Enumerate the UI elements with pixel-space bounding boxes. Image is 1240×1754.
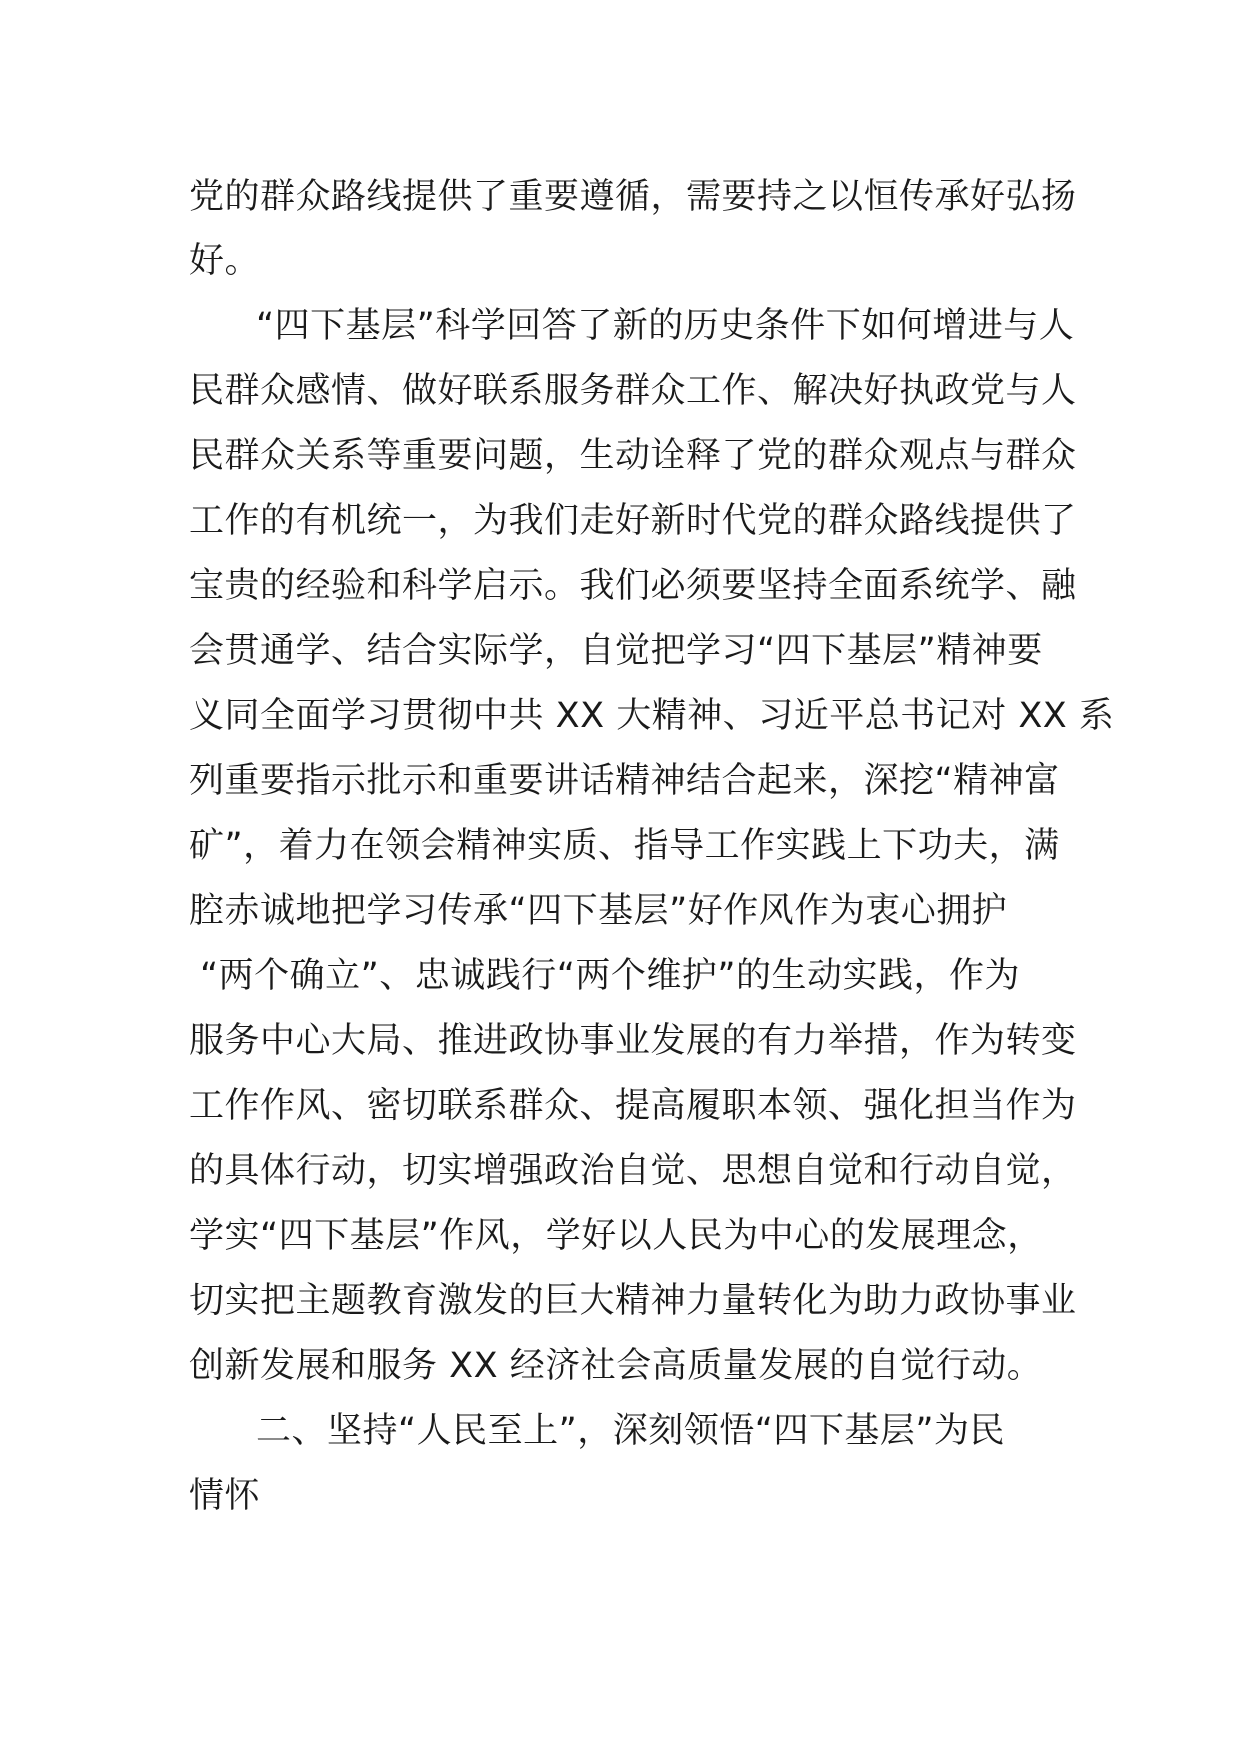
text-line: 会贯通学、结合实际学，自觉把学习“四下基层”精神要 bbox=[189, 631, 1043, 671]
text-line: 服务中心大局、推进政协事业发展的有力举措，作为转变 bbox=[189, 1021, 1077, 1061]
text-line: 党的群众路线提供了重要遵循，需要持之以恒传承好弘扬 bbox=[189, 177, 1077, 217]
section-heading-line: 情怀 bbox=[189, 1476, 261, 1516]
text-line: 的具体行动，切实增强政治自觉、思想自觉和行动自觉， bbox=[189, 1151, 1077, 1191]
text-line: 列重要指示批示和重要讲话精神结合起来，深挖“精神富 bbox=[189, 761, 1060, 801]
text-line: 宝贵的经验和科学启示。我们必须要坚持全面系统学、融 bbox=[189, 566, 1077, 606]
text-line: 学实“四下基层”作风，学好以人民为中心的发展理念， bbox=[189, 1216, 1043, 1256]
paragraph-start-line: “四下基层”科学回答了新的历史条件下如何增进与人 bbox=[256, 306, 1075, 346]
text-line: 矿”，着力在领会精神实质、指导工作实践上下功夫，满 bbox=[189, 826, 1060, 866]
text-line: 好。 bbox=[189, 241, 261, 281]
text-line: 工作作风、密切联系群众、提高履职本领、强化担当作为 bbox=[189, 1086, 1077, 1126]
text-line: 义同全面学习贯彻中共 XX 大精神、习近平总书记对 XX 系 bbox=[189, 696, 1115, 736]
section-heading-line: 二、坚持“人民至上”，深刻领悟“四下基层”为民 bbox=[256, 1411, 1006, 1451]
text-line: 切实把主题教育激发的巨大精神力量转化为助力政协事业 bbox=[189, 1281, 1077, 1321]
text-line: “两个确立”、忠诚践行“两个维护”的生动实践，作为 bbox=[200, 956, 1021, 996]
text-line: 创新发展和服务 XX 经济社会高质量发展的自觉行动。 bbox=[189, 1346, 1043, 1386]
text-line: 民群众感情、做好联系服务群众工作、解决好执政党与人 bbox=[189, 371, 1077, 411]
text-line: 民群众关系等重要问题，生动诠释了党的群众观点与群众 bbox=[189, 436, 1077, 476]
text-line: 工作的有机统一，为我们走好新时代党的群众路线提供了 bbox=[189, 501, 1077, 541]
text-line: 腔赤诚地把学习传承“四下基层”好作风作为衷心拥护 bbox=[189, 891, 1008, 931]
